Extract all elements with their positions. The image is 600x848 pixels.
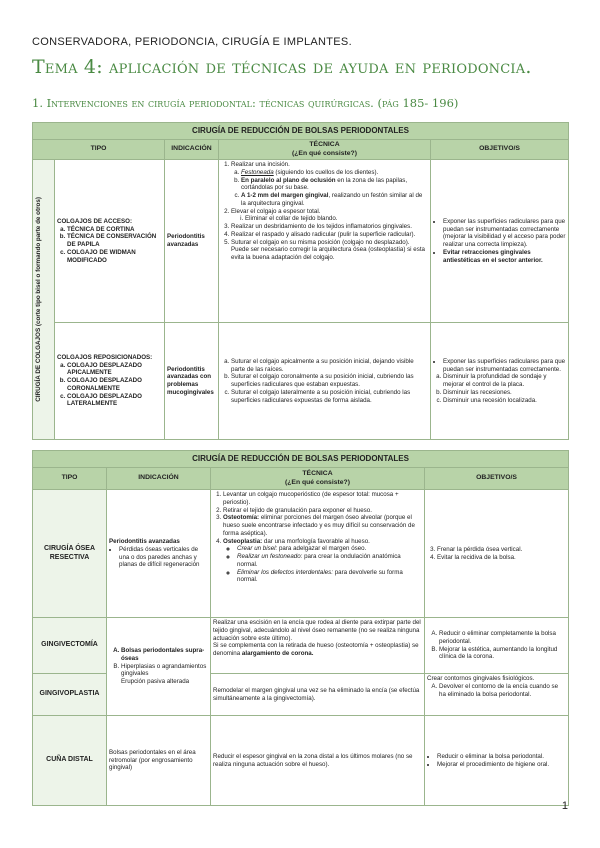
objetivo-cell (431, 160, 569, 323)
list-item: 3. Realizar un desbridamiento de los tejidos inflamatorios gingivales. (231, 223, 428, 231)
list-item: • Evitar retracciones gingivales antiestéticas en el sector anterior. (443, 249, 566, 265)
objetivo-cell (425, 674, 569, 716)
table2-caption: CIRUGÍA DE REDUCCIÓN DE BOLSAS PERIODONTALES (33, 451, 569, 468)
tipo-title: COLGAJOS DE ACCESO: (57, 217, 133, 225)
text: Crear contornos gingivales fisiológicos. (427, 675, 535, 682)
list-item: B. Mejorar la estética, aumentando la longitud clínica de la corona. (439, 646, 566, 662)
indicacion-cell (107, 490, 211, 618)
table-row (33, 618, 569, 674)
tecnica-cell (219, 160, 431, 323)
list-item: • Exponer las superficies radiculares para que puedan ser instrumentadas correctamente (mejorar la visibilidad y el acceso para poder realizar una correcta limpieza). (443, 218, 566, 249)
table-colgajos (32, 122, 569, 440)
table2-col-indicacion: INDICACIÓN (107, 468, 211, 490)
text: Osteoplastia: (223, 537, 263, 545)
tecnica-cell (211, 490, 425, 618)
page-title: Tema 4: aplicación de técnicas de ayuda en periodoncia. (32, 56, 532, 78)
tipo-title: COLGAJOS REPOSICIONADOS: (57, 353, 153, 361)
text: Realizar un festoneado: (237, 553, 303, 560)
objetivo-cell (425, 490, 569, 618)
list-item: a. Suturar el colgajo apicalmente a su posición inicial, dejando visible parte de las raíces. (231, 358, 428, 374)
text: Eliminar los defectos interdentales: (237, 568, 333, 576)
text: alargamiento de corona. (241, 650, 314, 657)
text: Periodontitis avanzadas (109, 538, 180, 545)
list-item: c. COLGAJO DESPLAZADO LATERALMENTE (67, 393, 162, 409)
text: Osteotomía: (223, 514, 260, 522)
table-row (33, 160, 569, 323)
text: Realizar una escisión en la encía que rodea al diente para extirpar parte del tejido gingival, adecuándolo al nivel óseo remanente (no se realiza ninguna actuación sobre este último). (213, 619, 421, 642)
page-subtitle: 1. Intervenciones en cirugía periodontal: técnicas quirúrgicas. (pág 185- 196) (32, 96, 459, 110)
text: Crear un bisel: (237, 545, 278, 553)
tipo-cell (55, 323, 165, 440)
tecnica-cell: Remodelar el margen gingival una vez se ha eliminado la encía (se efectúa simultáneamente a la gingivectomía). (211, 674, 425, 716)
text: Si se complementa con la retirada de hueso (osteotomía + osteoplastia) se denomina (213, 642, 419, 657)
table-row (33, 490, 569, 618)
table1-caption: CIRUGÍA DE REDUCCIÓN DE BOLSAS PERIODONTALES (33, 123, 569, 140)
list-item: b. Disminuir las recesiones. (443, 389, 566, 397)
side-label: CIRUGÍA DE COLGAJOS (corte tipo bisel o formando parte de otros) (35, 197, 42, 402)
list-item: c. Suturar el colgajo lateralmente a su posición inicial, cubriendo las superficies radiculares expuestas de forma aislada. (231, 389, 428, 405)
tipo-cell: CIRUGÍA ÓSEA RESECTIVA (33, 490, 107, 618)
table2-col-tipo: TIPO (33, 468, 107, 490)
list-item: 5. Suturar el colgajo en su misma posición (colgajo no desplazado). Puede ser necesario corregir la arquitectura ósea (osteoplastia) si esta evita la buena adaptación del colgajo. (231, 239, 428, 262)
table-row (33, 716, 569, 806)
list-item: • Exponer las superficies radiculares para que puedan ser instrumentadas correctamente. (443, 358, 566, 374)
list-item: b. COLGAJO DESPLAZADO CORONALMENTE (67, 377, 162, 393)
page-number: 1 (561, 800, 568, 812)
text: Erupción pasiva alterada (121, 678, 190, 686)
list-item: b. TÉCNICA DE CONSERVACIÓN DE PAPILA (67, 233, 162, 249)
tipo-cell: GINGIVOPLASTIA (33, 674, 107, 716)
tipo-cell (55, 160, 165, 323)
list-item: • Reducir o eliminar la bolsa periodontal. (437, 753, 566, 761)
list-item: b. Suturar el colgajo coronalmente a su posición inicial, cubriendo las superficies radiculares que estaban expuestas. (231, 373, 428, 389)
list-item: A. Devolver el contorno de la encía cuando se ha eliminado la bolsa periodontal. (439, 683, 566, 699)
table1-col-tecnica: TÉCNICA (¿En qué consiste?) (219, 140, 431, 160)
indicacion-cell (107, 618, 211, 716)
list-item: i. Eliminar el collar de tejido blando. (245, 215, 428, 223)
text: Realizar una incisión. (231, 161, 290, 168)
table-row (33, 323, 569, 440)
indicacion-cell: Periodontitis avanzadas (165, 160, 219, 323)
text: dar una morfología favorable al hueso. (262, 537, 370, 545)
list-item: 4. Evitar la recidiva de la bolsa. (437, 554, 566, 562)
text: (siguiendo los cuellos de los dientes). (273, 168, 379, 176)
list-item: 1. Levantar un colgajo mucoperióstico (de espesor total: mucosa + periostio). (223, 491, 422, 507)
page-header: CONSERVADORA, PERIODONCIA, CIRUGÍA E IMPLANTES. (32, 36, 352, 48)
list-item: c. COLGAJO DE WIDMAN MODIFICADO (67, 249, 162, 265)
text: Festoneada (241, 168, 274, 176)
text: A 1-2 mm del margen gingival (241, 192, 329, 199)
text: para adelgazar el margen óseo. (277, 545, 367, 553)
tipo-cell: GINGIVECTOMÍA (33, 618, 107, 674)
text: en la zona de las papilas, cortándolas por su base. (241, 176, 408, 192)
indicacion-cell: Bolsas periodontales en el área retromolar (por engrosamiento gingival) (107, 716, 211, 806)
text: eliminar porciones del margen óseo alveolar (porque el hueso suele encontrarse infectado y es muy difícil su conservación de forma aséptica). (223, 514, 415, 537)
table1-col-objetivo: OBJETIVO/S (431, 140, 569, 160)
table2-col-objetivo: OBJETIVO/S (425, 468, 569, 490)
text: Elevar el colgajo a espesor total. (231, 207, 321, 215)
list-item: • Pérdidas óseas verticales de una o dos paredes anchas y planas de difícil regeneración (119, 546, 208, 569)
objetivo-cell (425, 618, 569, 674)
table2-col-tecnica: TÉCNICA (¿En qué consiste?) (211, 468, 425, 490)
side-label-cell (33, 160, 55, 440)
tecnica-cell: Reducir el espesor gingival en la zona distal a los últimos molares (no se realiza ninguna actuación sobre el hueso). (211, 716, 425, 806)
list-item: 3. Frenar la pérdida ósea vertical. (437, 546, 566, 554)
text: En paralelo al plano de oclusión (241, 176, 336, 184)
text: , realizando un festón similar al de la arquitectura gingival. (241, 192, 423, 207)
table-reseccion (32, 450, 569, 806)
list-item: a. TÉCNICA DE CORTINA (67, 226, 162, 234)
indicacion-cell: Periodontitis avanzadas con problemas mucogingivales (165, 323, 219, 440)
list-item: A. Reducir o eliminar completamente la bolsa periodontal. (439, 630, 566, 646)
list-item: a. COLGAJO DESPLAZADO APICALMENTE (67, 362, 162, 378)
objetivo-cell (431, 323, 569, 440)
table1-col-tipo: TIPO (33, 140, 165, 160)
objetivo-cell (425, 716, 569, 806)
list-item: A. Bolsas periodontales supra-óseas (121, 647, 208, 663)
tipo-cell: CUÑA DISTAL (33, 716, 107, 806)
tecnica-cell (219, 323, 431, 440)
list-item: 4. Realizar el raspado y alisado radicular (pulir la superficie radicular). (231, 231, 428, 239)
text: para crear la ondulación anatómica normal. (237, 553, 401, 568)
table1-col-indicacion: INDICACIÓN (165, 140, 219, 160)
list-item: • Mejorar el procedimiento de higiene oral. (437, 761, 566, 769)
list-item: 2. Retirar el tejido de granulación para exponer el hueso. (223, 507, 422, 515)
list-item: B. Hiperplasias o agrandamientos gingivales (121, 663, 208, 679)
tecnica-cell (211, 618, 425, 674)
text: para devolverle su forma normal. (237, 568, 403, 584)
list-item: a. Disminuir la profundidad de sondaje y mejorar el control de la placa. (443, 373, 566, 389)
list-item: c. Disminuir una recesión localizada. (443, 397, 566, 405)
